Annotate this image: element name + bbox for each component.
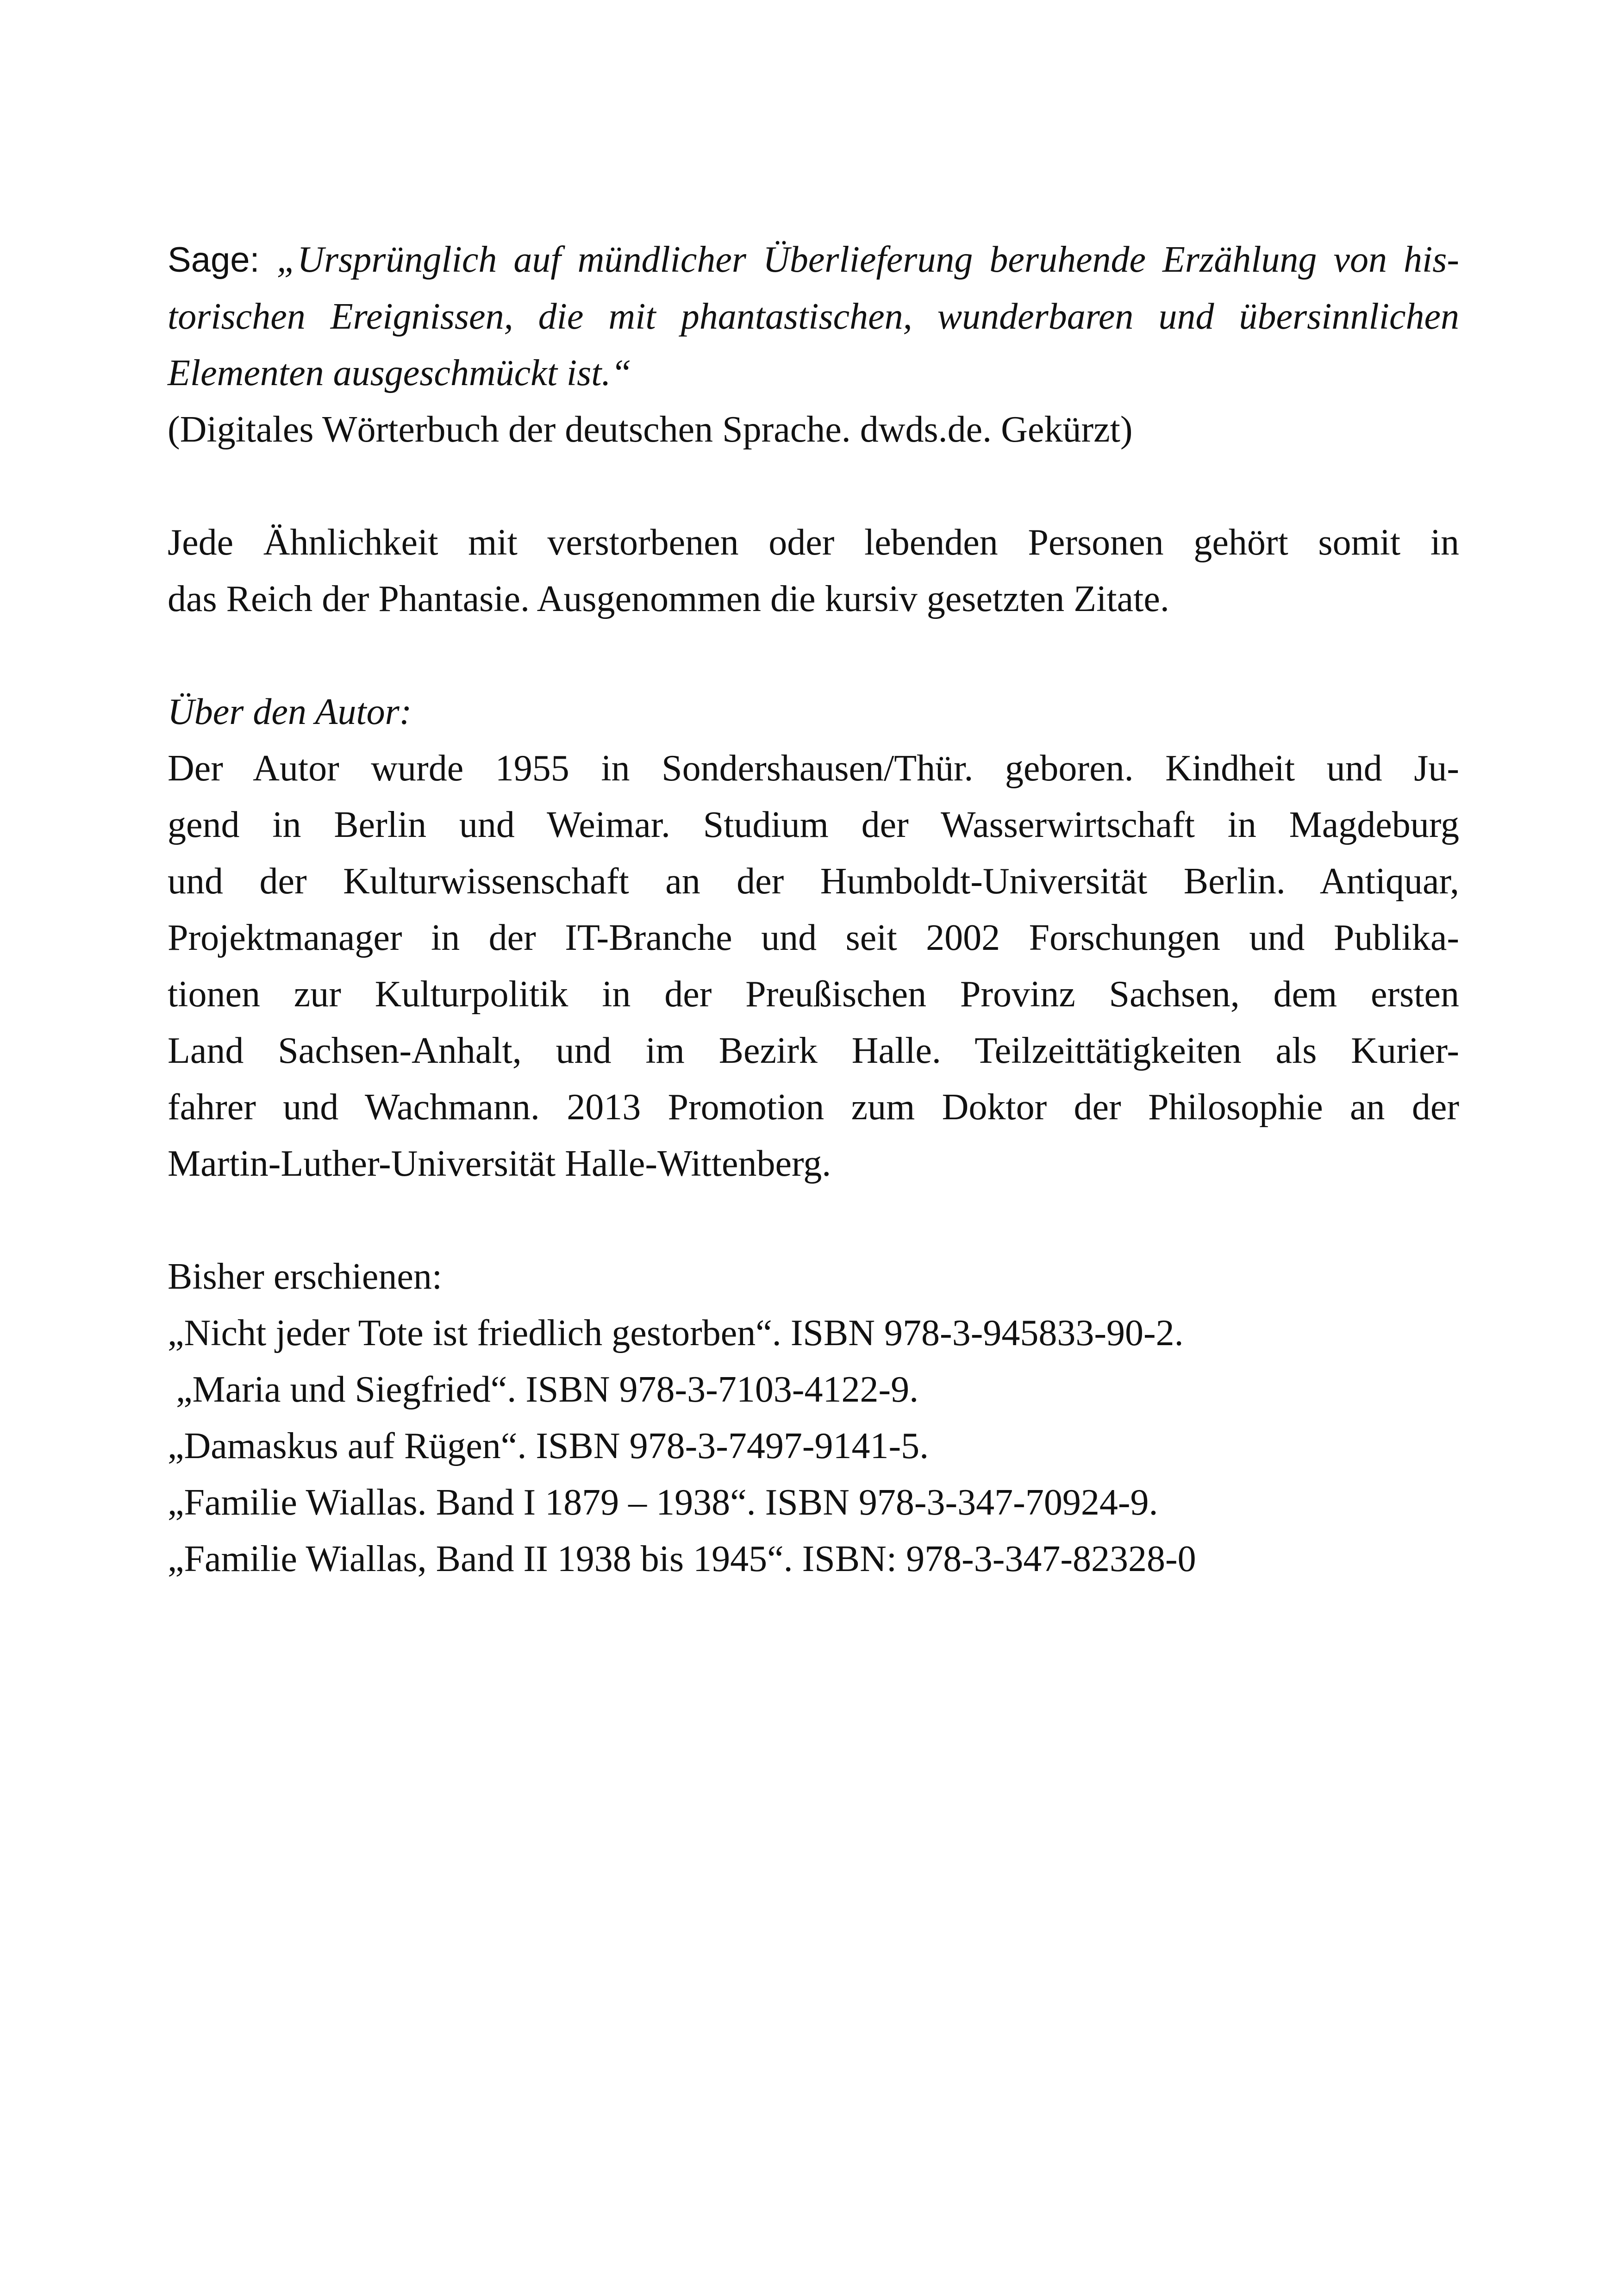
spacer: [168, 458, 1459, 514]
sage-line-1: [168, 231, 1459, 288]
spacer: [168, 627, 1459, 684]
sage-source: (Digitales Wörterbuch der deutschen Sprache. dwds.de. Gekürzt): [168, 409, 1133, 450]
publication-item: „Damaskus auf Rügen“. ISBN 978-3-7497-9141-5.: [168, 1426, 929, 1466]
publications-heading: Bisher erschienen:: [168, 1256, 443, 1297]
sage-label: Sage:: [168, 240, 277, 280]
document-page: [168, 231, 1459, 1587]
sage-quote-line-1: „Ursprünglich auf mündlicher Überlieferung beruhende Erzählung von his-: [276, 239, 1459, 280]
spacer: [168, 1192, 1459, 1248]
sage-quote-line-3: Elementen ausgeschmückt ist.“: [168, 353, 631, 393]
disclaimer-line-1: Jede Ähnlichkeit mit verstorbenen oder lebenden Personen gehört somit in: [168, 522, 1459, 563]
publication-item: „Maria und Siegfried“. ISBN 978-3-7103-4122-9.: [176, 1369, 919, 1410]
author-line: Land Sachsen-Anhalt, und im Bezirk Halle. Teilzeittätigkeiten als Kurier-: [168, 1030, 1459, 1071]
author-section: [168, 684, 1459, 1192]
author-line: Martin-Luther-Universität Halle-Wittenberg.: [168, 1143, 831, 1184]
author-line: Der Autor wurde 1955 in Sondershausen/Thür. geboren. Kindheit und Ju-: [168, 748, 1459, 789]
sage-quote-line-2: torischen Ereignissen, die mit phantastischen, wunderbaren und übersinnlichen: [168, 296, 1459, 337]
publication-item: „Familie Wiallas, Band II 1938 bis 1945“. ISBN: 978-3-347-82328-0: [168, 1539, 1196, 1579]
sage-definition: [168, 231, 1459, 458]
author-line: gend in Berlin und Weimar. Studium der Wasserwirtschaft in Magdeburg: [168, 804, 1459, 845]
disclaimer-line-2: das Reich der Phantasie. Ausgenommen die kursiv gesetzten Zitate.: [168, 579, 1169, 619]
publication-item: „Familie Wiallas. Band I 1879 – 1938“. ISBN 978-3-347-70924-9.: [168, 1482, 1158, 1523]
publication-item: „Nicht jeder Tote ist friedlich gestorben“. ISBN 978-3-945833-90-2.: [168, 1313, 1184, 1353]
publications-section: [168, 1248, 1459, 1587]
disclaimer: [168, 514, 1459, 627]
author-line: fahrer und Wachmann. 2013 Promotion zum Doktor der Philosophie an der: [168, 1087, 1459, 1128]
author-heading: Über den Autor:: [168, 692, 412, 732]
author-line: und der Kulturwissenschaft an der Humboldt-Universität Berlin. Antiquar,: [168, 861, 1459, 902]
author-line: Projektmanager in der IT-Branche und seit 2002 Forschungen und Publika-: [168, 917, 1459, 958]
author-line: tionen zur Kulturpolitik in der Preußischen Provinz Sachsen, dem ersten: [168, 974, 1459, 1015]
